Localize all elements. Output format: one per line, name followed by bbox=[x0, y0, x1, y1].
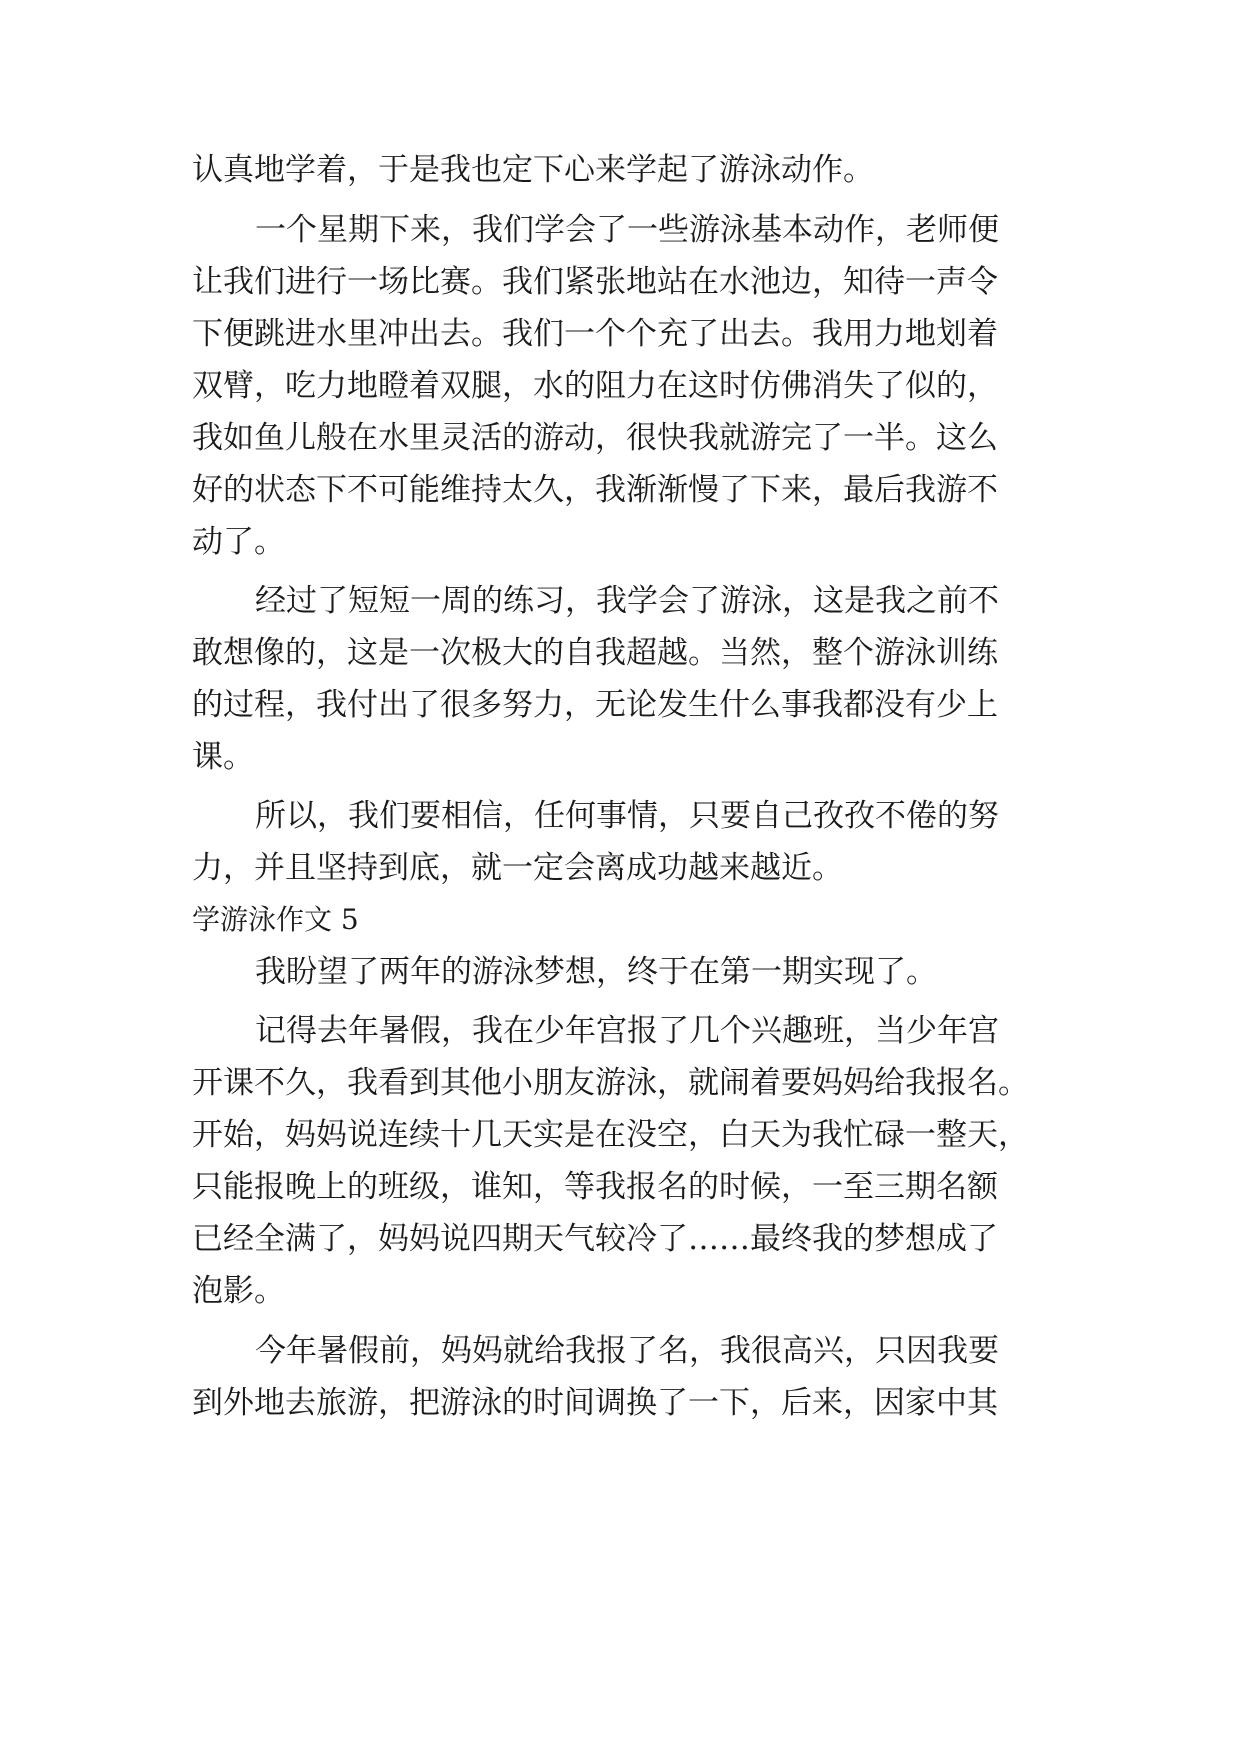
paragraph-first-line: 我盼望了两年的游泳梦想，终于在第一期实现了。 bbox=[255, 954, 937, 990]
text-line: 让我们进行一场比赛。我们紧张地站在水池边，知待一声令 bbox=[192, 264, 998, 300]
paragraph-first-line: 经过了短短一周的练习，我学会了游泳，这是我之前不 bbox=[255, 583, 999, 619]
text-line: 的过程，我付出了很多努力，无论发生什么事我都没有少上 bbox=[192, 687, 998, 723]
paragraph-first-line: 记得去年暑假，我在少年宫报了几个兴趣班，当少年宫 bbox=[255, 1013, 999, 1049]
paragraph-first-line: 今年暑假前，妈妈就给我报了名，我很高兴，只因我要 bbox=[255, 1333, 999, 1369]
text-line: 开课不久，我看到其他小朋友游泳，就闹着要妈妈给我报名。 bbox=[192, 1065, 1029, 1101]
text-line: 课。 bbox=[192, 739, 254, 775]
text-line: 开始，妈妈说连续十几天实是在没空，白天为我忙碌一整天， bbox=[192, 1117, 1029, 1153]
paragraph-first-line: 所以，我们要相信，任何事情，只要自己孜孜不倦的努 bbox=[255, 798, 999, 834]
text-line: 动了。 bbox=[192, 524, 285, 560]
text-line: 下便跳进水里冲出去。我们一个个充了出去。我用力地划着 bbox=[192, 316, 998, 352]
section-heading: 学游泳作文 5 bbox=[192, 903, 359, 936]
text-line: 只能报晚上的班级，谁知，等我报名的时候，一至三期名额 bbox=[192, 1169, 998, 1205]
text-line: 我如鱼儿般在水里灵活的游动，很快我就游完了一半。这么 bbox=[192, 420, 998, 456]
text-line: 泡影。 bbox=[192, 1273, 285, 1309]
text-line: 力，并且坚持到底，就一定会离成功越来越近。 bbox=[192, 850, 843, 886]
text-line: 好的状态下不可能维持太久，我渐渐慢了下来，最后我游不 bbox=[192, 472, 998, 508]
paragraph-first-line: 一个星期下来，我们学会了一些游泳基本动作，老师便 bbox=[255, 212, 999, 248]
text-line: 到外地去旅游，把游泳的时间调换了一下，后来，因家中其 bbox=[192, 1385, 998, 1421]
text-line: 敢想像的，这是一次极大的自我超越。当然，整个游泳训练 bbox=[192, 635, 998, 671]
text-line: 已经全满了，妈妈说四期天气较冷了……最终我的梦想成了 bbox=[192, 1221, 998, 1257]
text-line: 认真地学着，于是我也定下心来学起了游泳动作。 bbox=[192, 152, 874, 188]
text-line: 双臂，吃力地瞪着双腿，水的阻力在这时仿佛消失了似的， bbox=[192, 368, 998, 404]
